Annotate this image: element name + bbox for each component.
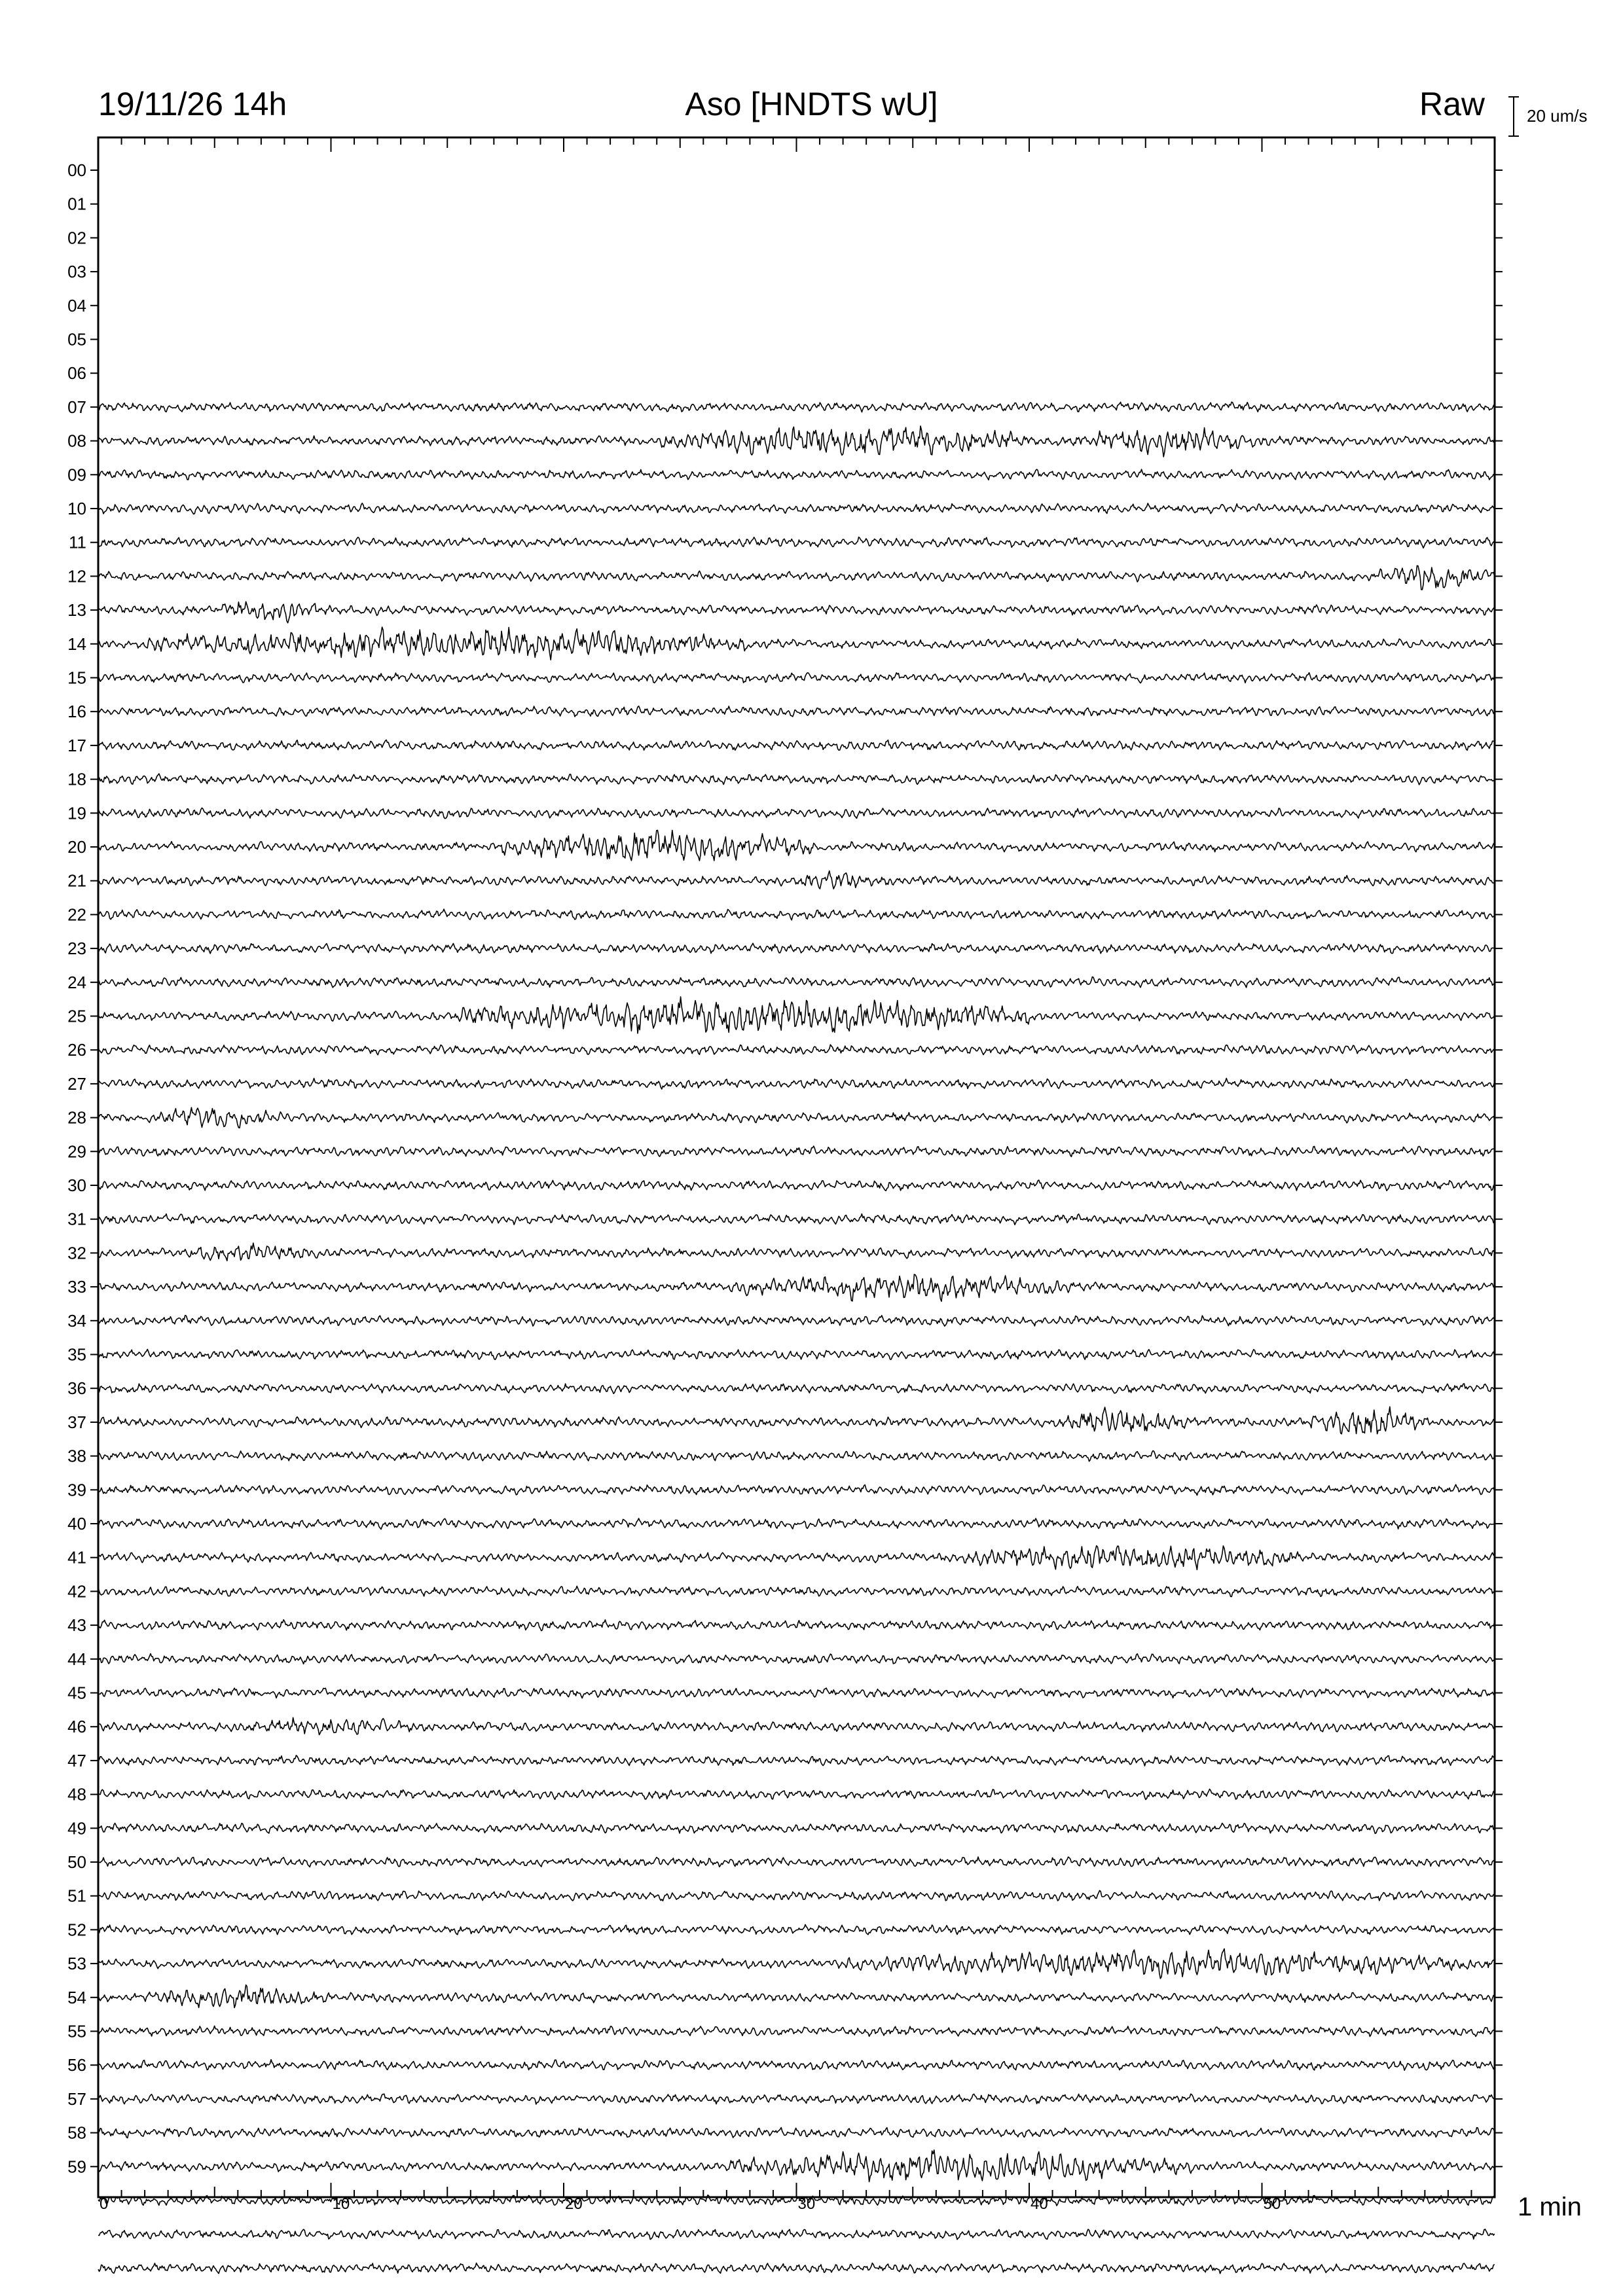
row-label: 07 (67, 397, 86, 417)
minute-ticks (98, 137, 1495, 2197)
row-label: 32 (67, 1243, 86, 1263)
seismic-trace (98, 1146, 1495, 1157)
seismic-trace (98, 997, 1495, 1033)
x-tick-label: 0 (100, 2195, 109, 2213)
seismic-trace (98, 2150, 1495, 2182)
seismic-trace (98, 1407, 1495, 1434)
seismic-trace (98, 2229, 1495, 2240)
seismic-trace (98, 2026, 1495, 2036)
scale-bar-label: 20 um/s (1527, 106, 1588, 126)
seismic-trace (98, 943, 1495, 954)
row-label: 10 (67, 499, 86, 518)
row-label: 36 (67, 1378, 86, 1399)
seismic-trace (98, 871, 1495, 889)
seismic-trace (98, 1586, 1495, 1596)
row-label: 13 (67, 600, 86, 620)
row-label: 41 (67, 1547, 86, 1568)
row-label: 38 (67, 1446, 86, 1466)
row-labels (67, 160, 1503, 2176)
seismic-trace (98, 1925, 1495, 1935)
seismic-trace (98, 1789, 1495, 1800)
row-label: 11 (69, 532, 86, 552)
row-label: 29 (67, 1141, 86, 1162)
row-label: 04 (67, 295, 86, 315)
plot-border (98, 137, 1495, 2197)
row-label: 35 (67, 1344, 86, 1365)
row-label: 16 (67, 702, 86, 722)
row-label: 25 (67, 1006, 86, 1026)
row-label: 17 (67, 735, 86, 755)
x-tick-label: 10 (332, 2195, 350, 2213)
time-axis-label: 1 min (1518, 2193, 1582, 2221)
row-label: 43 (67, 1615, 86, 1636)
seismic-trace (98, 1755, 1495, 1766)
x-tick-label: 20 (565, 2195, 583, 2213)
x-tick-label: 50 (1263, 2195, 1281, 2213)
plot-mode: Raw (1419, 86, 1486, 122)
seismic-trace (98, 1180, 1495, 1191)
row-label: 47 (67, 1750, 86, 1770)
seismic-trace (98, 706, 1495, 717)
seismic-trace (98, 627, 1495, 660)
row-label: 24 (67, 972, 86, 992)
seismic-trace (98, 503, 1495, 514)
row-label: 55 (67, 2021, 86, 2041)
row-label: 50 (67, 1852, 86, 1872)
row-label: 26 (67, 1040, 86, 1060)
row-label: 34 (67, 1310, 86, 1331)
seismic-trace (98, 1857, 1495, 1867)
row-label: 57 (67, 2089, 86, 2109)
seismic-trace (98, 1451, 1495, 1462)
seismic-trace (98, 2060, 1495, 2070)
row-label: 45 (67, 1683, 86, 1703)
seismic-trace (98, 565, 1495, 590)
row-label: 37 (67, 1412, 86, 1432)
row-label: 21 (67, 870, 86, 891)
row-label: 14 (67, 634, 86, 654)
seismic-trace (98, 808, 1495, 818)
row-label: 23 (67, 939, 86, 959)
seismic-trace (98, 1546, 1495, 1570)
seismic-trace (98, 1384, 1495, 1393)
seismic-trace (98, 1949, 1495, 1979)
seismic-trace (98, 402, 1495, 412)
row-label: 58 (67, 2123, 86, 2143)
row-label: 00 (67, 160, 86, 180)
seismic-trace (98, 1620, 1495, 1631)
seismic-trace (98, 1823, 1495, 1834)
seismic-trace (98, 1518, 1495, 1530)
seismic-trace (98, 1214, 1495, 1225)
row-label: 39 (67, 1480, 86, 1500)
seismic-trace (98, 537, 1495, 548)
seismic-trace (98, 1274, 1495, 1301)
seismic-trace (98, 1985, 1495, 2008)
row-label: 08 (67, 431, 86, 451)
seismic-trace (98, 426, 1495, 457)
plot-frame (98, 137, 1495, 2197)
row-label: 40 (67, 1514, 86, 1534)
row-label: 30 (67, 1175, 86, 1195)
row-label: 53 (67, 1954, 86, 1974)
row-label: 52 (67, 1920, 86, 1940)
row-label: 51 (67, 1886, 86, 1906)
seismic-trace (98, 909, 1495, 920)
row-label: 49 (67, 1818, 86, 1839)
row-label: 09 (67, 465, 86, 485)
row-label: 59 (67, 2157, 86, 2177)
seismic-trace (98, 1107, 1495, 1128)
seismic-trace (98, 1688, 1495, 1698)
row-label: 44 (67, 1649, 86, 1669)
row-label: 03 (67, 262, 86, 282)
row-label: 27 (67, 1073, 86, 1094)
seismic-trace (98, 1717, 1495, 1734)
plot-date: 19/11/26 14h (98, 86, 287, 122)
row-label: 46 (67, 1717, 86, 1737)
seismic-trace (98, 1350, 1495, 1360)
seismic-trace (98, 469, 1495, 480)
seismic-traces (98, 402, 1495, 2296)
row-label: 54 (67, 1987, 86, 2007)
row-label: 48 (67, 1784, 86, 1804)
row-label: 15 (67, 668, 86, 688)
plot-title: Aso [HNDTS wU] (685, 86, 938, 122)
seismic-trace (98, 1243, 1495, 1261)
row-label: 42 (67, 1581, 86, 1602)
seismic-trace (98, 1654, 1495, 1664)
seismic-trace (98, 977, 1495, 988)
seismic-trace (98, 1316, 1495, 1327)
row-label: 22 (67, 905, 86, 925)
x-tick-label: 30 (797, 2195, 816, 2213)
row-label: 56 (67, 2055, 86, 2075)
seismic-trace (98, 601, 1495, 622)
seismic-trace (98, 774, 1495, 785)
seismic-trace (98, 1079, 1495, 1090)
row-label: 20 (67, 837, 86, 857)
seismic-trace (98, 1484, 1495, 1495)
seismic-trace (98, 2263, 1495, 2274)
x-tick-label: 40 (1030, 2195, 1048, 2213)
row-label: 05 (67, 329, 86, 350)
row-label: 06 (67, 363, 86, 384)
seismic-trace (98, 1891, 1495, 1901)
row-label: 01 (67, 194, 86, 214)
row-label: 02 (67, 228, 86, 248)
row-label: 12 (67, 566, 86, 586)
seismic-trace (98, 1045, 1495, 1055)
seismic-trace (98, 740, 1495, 751)
row-label: 33 (67, 1277, 86, 1297)
row-label: 18 (67, 769, 86, 789)
seismic-trace (98, 673, 1495, 683)
row-label: 28 (67, 1107, 86, 1128)
seismic-trace (98, 831, 1495, 861)
row-label: 19 (67, 803, 86, 823)
row-label: 31 (67, 1209, 86, 1229)
seismic-trace (98, 2128, 1495, 2138)
seismic-trace (98, 2094, 1495, 2104)
